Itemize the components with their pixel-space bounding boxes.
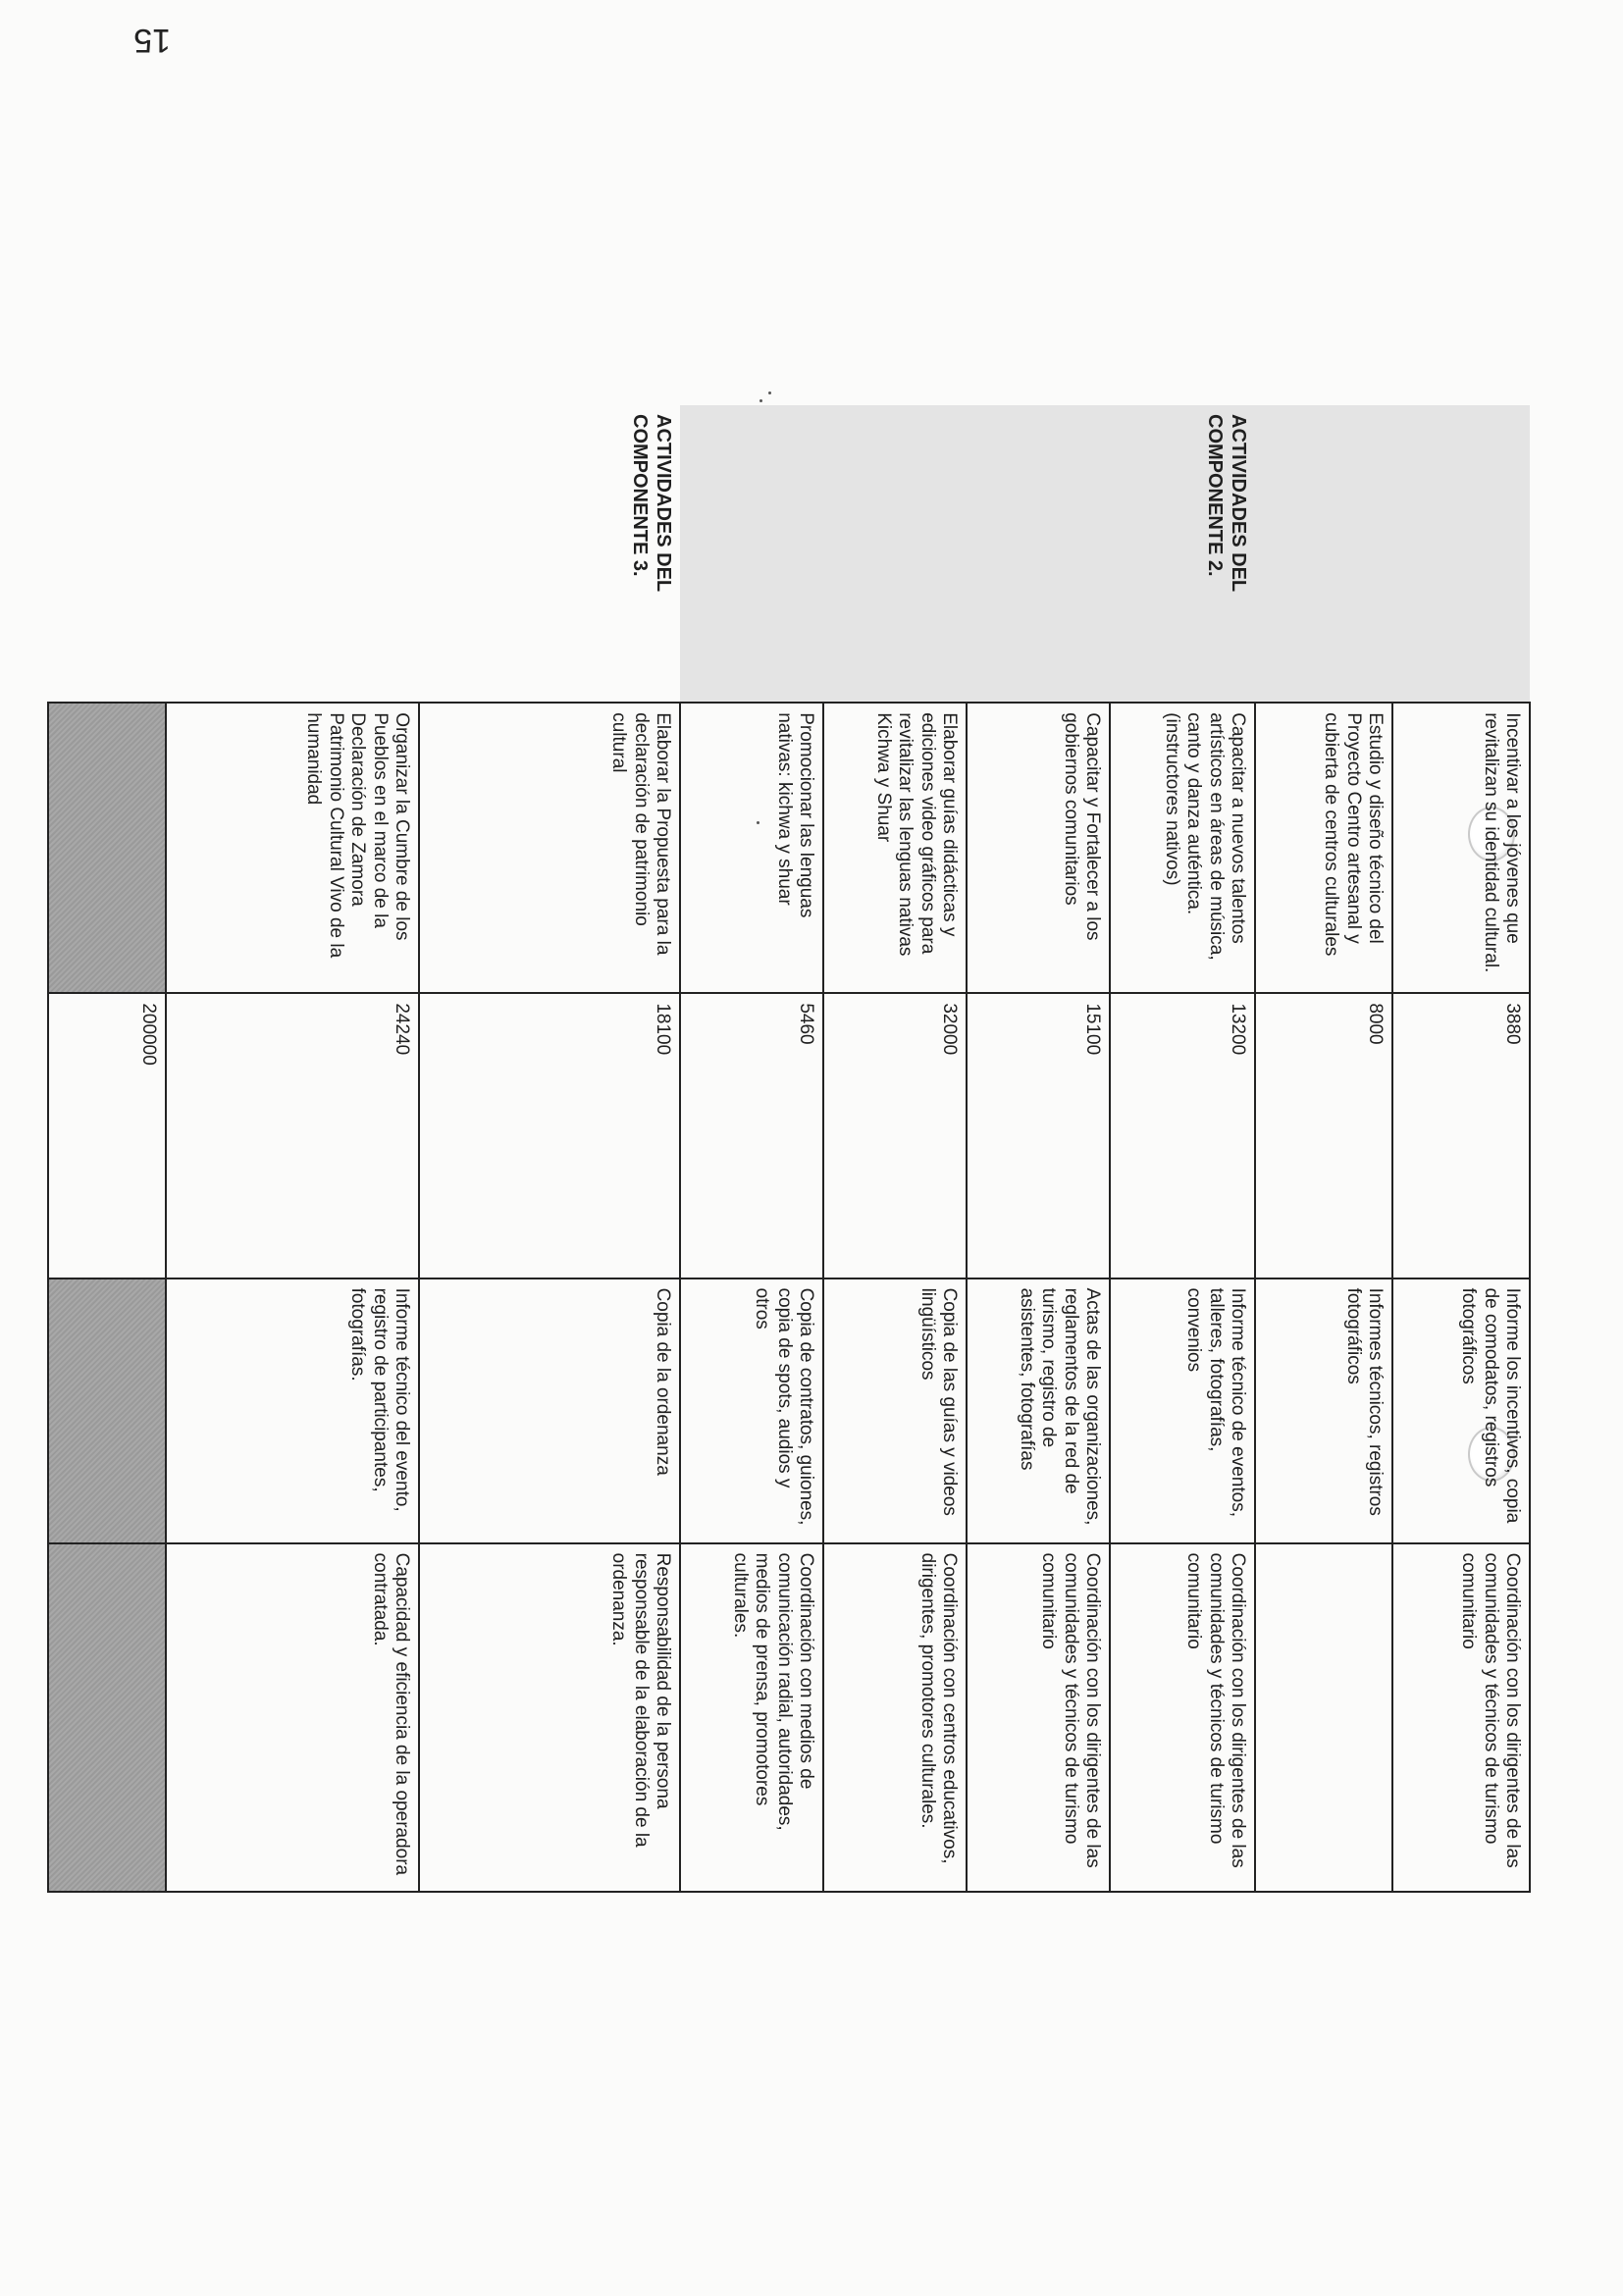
activity-cell: Incentivar a los jóvenes que revitalizan su identidad cultural. bbox=[1392, 703, 1530, 993]
assumptions-cell: Coordinación con los dirigentes de las comunidades y técnicos de turismo comunitario bbox=[1110, 1543, 1255, 1892]
cost-cell: 5460 bbox=[680, 993, 823, 1278]
activity-cell: Promocionar las lenguas nativas: kichwa y shuar bbox=[680, 703, 823, 993]
section-label bbox=[1255, 405, 1530, 703]
verification-cell: Informes técnicos, registros fotográficos bbox=[1255, 1278, 1392, 1543]
assumptions-cell: Coordinación con centros educativos, dirigentes, promotores culturales. bbox=[823, 1543, 967, 1892]
assumptions-cell: Coordinación con medios de comunicación radial, autoridades, medios de prensa, promotores culturales. bbox=[680, 1543, 823, 1892]
activity-cell: Organizar la Cumbre de los Pueblos en el marco de la Declaración de Zamora Patrimonio Cultural Vivo de la humanidad bbox=[166, 703, 419, 993]
cost-cell: 24240 bbox=[166, 993, 419, 1278]
total-cost-cell: 200000 bbox=[48, 993, 166, 1278]
scan-speck bbox=[759, 399, 762, 402]
table-row bbox=[419, 405, 680, 1892]
verification-cell: Copia de la ordenanza bbox=[419, 1278, 680, 1543]
assumptions-cell bbox=[1255, 1543, 1392, 1892]
assumptions-cell: Coordinación con los dirigentes de las comunidades y técnicos de turismo comunitario bbox=[967, 1543, 1110, 1892]
activity-cell: Capacitar y Fortalecer a los gobiernos comunitarios bbox=[967, 703, 1110, 993]
assumptions-cell: Coordinación con los dirigentes de las comunidades y técnicos de turismo comunitario bbox=[1392, 1543, 1530, 1892]
cost-cell: 3880 bbox=[1392, 993, 1530, 1278]
activity-cell: Elaborar guías didácticas y ediciones video gráficos para revitalizar las lenguas nativas Kichwa y Shuar bbox=[823, 703, 967, 993]
section-label: ACTIVIDADES DEL COMPONENTE 3. bbox=[629, 414, 674, 592]
verification-cell: Informe técnico del evento, registro de participantes, fotografías. bbox=[166, 1278, 419, 1543]
section-label: ACTIVIDADES DEL COMPONENTE 2. bbox=[680, 405, 1255, 703]
verification-cell: Informe técnico de eventos, talleres, fotografías, convenios bbox=[1110, 1278, 1255, 1543]
cost-cell: 15100 bbox=[967, 993, 1110, 1278]
verification-cell: Copia de las guías y videos lingüísticos bbox=[823, 1278, 967, 1543]
verification-cell: Copia de contratos, guiones, copia de spots, audios y otros bbox=[680, 1278, 823, 1543]
assumptions-cell: Capacidad y eficiencia de la operadora contratada. bbox=[166, 1543, 419, 1892]
cost-cell: 8000 bbox=[1255, 993, 1392, 1278]
total-assumptions-cell bbox=[48, 1543, 166, 1892]
verification-cell: Informe los incentivos, copia de comodatos, registros fotográficos bbox=[1392, 1278, 1530, 1543]
verification-cell: Actas de las organizaciones, reglamentos de la red de turismo, registro de asistentes, fotografías bbox=[967, 1278, 1110, 1543]
scan-speck bbox=[768, 391, 771, 394]
assumptions-cell: Responsabilidad de la persona responsable de la elaboración de la ordenanza. bbox=[419, 1543, 680, 1892]
activity-cell: Capacitar a nuevos talentos artísticos en áreas de música, canto y danza auténtica.(instructores nativos) bbox=[1110, 703, 1255, 993]
total-verification-cell bbox=[48, 1278, 166, 1543]
page-number: 15 bbox=[133, 22, 171, 59]
activity-table-wrapper bbox=[138, 405, 1531, 1893]
activity-cell: Elaborar la Propuesta para la declaración de patrimonio cultural bbox=[419, 703, 680, 993]
cost-cell: 13200 bbox=[1110, 993, 1255, 1278]
table-row bbox=[1110, 405, 1255, 1892]
total-label-cell bbox=[48, 703, 166, 993]
activity-cell: Estudio y diseño técnico del Proyecto Centro artesanal y cubierta de centros culturales bbox=[1255, 703, 1392, 993]
cost-cell: 18100 bbox=[419, 993, 680, 1278]
cost-cell: 32000 bbox=[823, 993, 967, 1278]
activities-table bbox=[47, 405, 1531, 1893]
table-row bbox=[1392, 405, 1530, 1892]
